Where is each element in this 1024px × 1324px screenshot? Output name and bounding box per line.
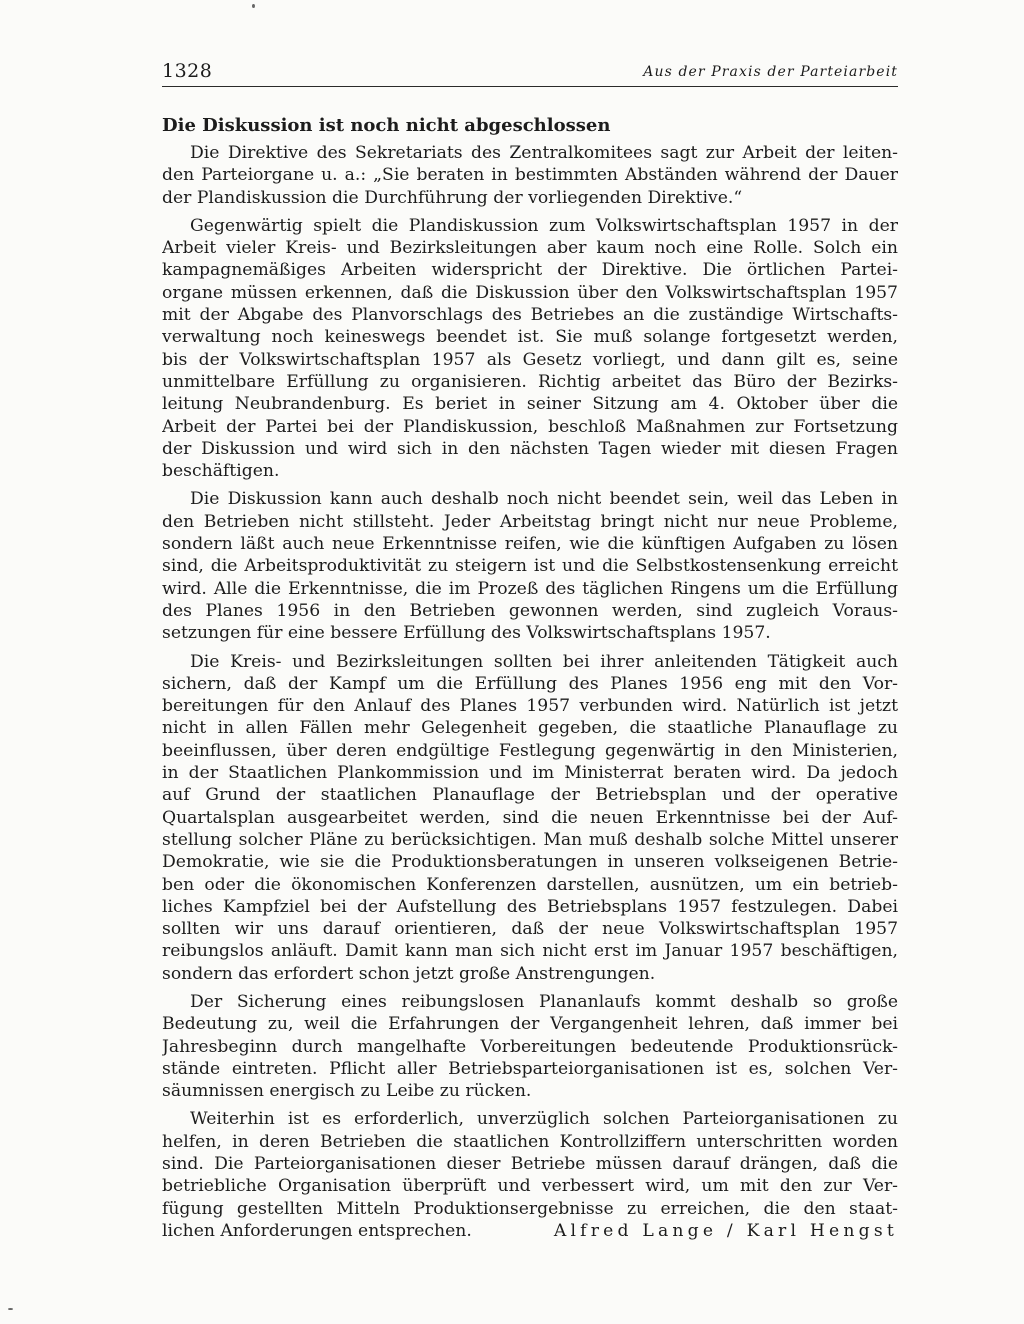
text-line: Die Diskussion kann auch deshalb noch nicht beendet sein, weil das Leben in [190, 489, 898, 510]
text-line: auf Grund der staatlichen Planauflage der Betriebsplan und der operative [162, 785, 898, 806]
print-speck [252, 4, 255, 8]
text-line: sondern läßt auch neue Erkenntnisse reifen, wie die künftigen Aufgaben zu lösen [162, 534, 898, 555]
running-header [162, 52, 898, 87]
print-speck [8, 1308, 13, 1310]
paragraph [162, 1108, 898, 1242]
running-header-title: Aus der Praxis der Parteiarbeit [643, 64, 898, 80]
text-line: ben oder die ökonomischen Konferenzen darstellen, ausnützen, um ein betrieb- [162, 874, 898, 895]
text-line: Demokratie, wie sie die Produktionsberatungen in unseren volkseigenen Betrie- [162, 852, 898, 873]
text-line: unmittelbare Erfüllung zu organisieren. Richtig arbeitet das Büro der Bezirks- [162, 371, 898, 392]
text-line: verwaltung noch keineswegs beendet ist. Sie muß solange fortgesetzt werden, [162, 327, 898, 348]
text-line: Die Direktive des Sekretariats des Zentralkomitees sagt zur Arbeit der leiten- [190, 143, 898, 163]
text-line: mit der Abgabe des Planvorschlags des Betriebes an die zuständige Wirtschafts- [162, 305, 898, 326]
paragraph [162, 991, 898, 1102]
text-line: reibungslos anläuft. Damit kann man sich nicht erst im Januar 1957 beschäftigen, [162, 941, 898, 962]
text-line: sollten wir uns darauf orientieren, daß der neue Volkswirtschaftsplan 1957 [162, 919, 898, 940]
author-signature: Alfred Lange / Karl Hengst [553, 1220, 898, 1241]
text-line: Arbeit der Partei bei der Plandiskussion, beschloß Maßnahmen zur Fortsetzung [162, 416, 898, 437]
text-line: setzungen für eine bessere Erfüllung des Volkswirtschaftsplans 1957. [162, 623, 771, 644]
text-line: stellung solcher Pläne zu berücksichtigen. Man muß deshalb solche Mittel unserer [162, 829, 898, 850]
text-line: säumnissen energisch zu Leibe zu rücken. [162, 1081, 532, 1102]
text-line: sind, die Arbeitsproduktivität zu steigern ist und die Selbstkostensenkung erreicht [162, 556, 898, 577]
closing-text: lichen Anforderungen entsprechen. [162, 1220, 472, 1241]
closing-line [162, 1220, 898, 1242]
text-line: Weiterhin ist es erforderlich, unverzüglich solchen Parteiorganisationen zu [190, 1109, 898, 1130]
text-line: Gegenwärtig spielt die Plandiskussion zum Volkswirtschaftsplan 1957 in der [190, 215, 898, 236]
text-line: in der Staatlichen Plankommission und im Ministerrat beraten wird. Da jedoch [162, 763, 898, 784]
text-line: beeinflussen, über deren endgültige Festlegung gegenwärtig in den Ministerien, [162, 740, 898, 761]
text-line: nicht in allen Fällen mehr Gelegenheit gegeben, die staatliche Planauflage zu [162, 718, 898, 739]
text-line: sondern das erfordert schon jetzt große Anstrengungen. [162, 963, 656, 984]
text-line: Der Sicherung eines reibungslosen Plananlaufs kommt deshalb so große [190, 991, 898, 1012]
text-line: kampagnemäßiges Arbeiten widerspricht der Direktive. Die örtlichen Partei- [162, 260, 898, 281]
text-line: Die Kreis- und Bezirksleitungen sollten bei ihrer anleitenden Tätigkeit auch [190, 651, 898, 672]
text-line: der Diskussion und wird sich in den nächsten Tagen wieder mit diesen Fragen [162, 438, 898, 459]
text-line: sind. Die Parteiorganisationen dieser Betriebe müssen darauf drängen, daß die [162, 1154, 898, 1175]
paragraph [162, 142, 898, 209]
text-line: beschäftigen. [162, 461, 280, 482]
text-line: betriebliche Organisation überprüft und verbessert wird, um mit den zur Ver- [162, 1176, 898, 1197]
paragraph [162, 215, 898, 483]
document-page [162, 52, 898, 1248]
text-line: stände eintreten. Pflicht aller Betriebsparteiorganisationen ist es, solchen Ver- [162, 1058, 898, 1079]
text-line: bereitungen für den Anlauf des Planes 1957 verbunden wird. Natürlich ist jetzt [162, 696, 898, 717]
paragraph [162, 488, 898, 644]
text-line: sichern, daß der Kampf um die Erfüllung des Planes 1956 eng mit den Vor- [162, 673, 898, 694]
section-heading: Die Diskussion ist noch nicht abgeschlossen [162, 115, 611, 136]
text-line: Bedeutung zu, weil die Erfahrungen der Vergangenheit lehren, daß immer bei [162, 1014, 898, 1035]
text-line: helfen, in deren Betrieben die staatlichen Kontrollziffern unterschritten worden [162, 1131, 898, 1152]
text-line: organe müssen erkennen, daß die Diskussion über den Volkswirtschaftsplan 1957 [162, 282, 898, 303]
text-line: Quartalsplan ausgearbeitet werden, sind die neuen Erkenntnisse bei der Auf- [162, 807, 898, 828]
text-line: des Planes 1956 in den Betrieben gewonnen werden, sind zugleich Voraus- [162, 600, 898, 621]
text-line: Arbeit vieler Kreis- und Bezirksleitungen aber kaum noch eine Rolle. Solch ein [162, 238, 898, 259]
text-line: bis der Volkswirtschaftsplan 1957 als Gesetz vorliegt, und dann gilt es, seine [162, 349, 898, 370]
text-line: wird. Alle die Erkenntnisse, die im Prozeß des täglichen Ringens um die Erfüllung [162, 578, 898, 599]
text-line: fügung gestellten Mitteln Produktionsergebnisse zu erreichen, die den staat- [162, 1198, 898, 1219]
paragraph [162, 651, 898, 985]
text-line: den Betrieben nicht stillsteht. Jeder Arbeitstag bringt nicht nur neue Probleme, [162, 511, 898, 532]
text-line: der Plandiskussion die Durchführung der vorliegenden Direktive.“ [162, 187, 743, 208]
text-line: den Parteiorgane u. a.: „Sie beraten in bestimmten Abständen während der Dauer [162, 165, 898, 186]
text-line: liches Kampfziel bei der Aufstellung des Betriebsplans 1957 festzulegen. Dabei [162, 896, 898, 917]
article-body [162, 142, 898, 1242]
text-line: Jahresbeginn durch mangelhafte Vorbereitungen bedeutende Produktionsrück- [162, 1036, 898, 1057]
page-number: 1328 [162, 60, 213, 82]
text-line: leitung Neubrandenburg. Es beriet in seiner Sitzung am 4. Oktober über die [162, 394, 898, 415]
